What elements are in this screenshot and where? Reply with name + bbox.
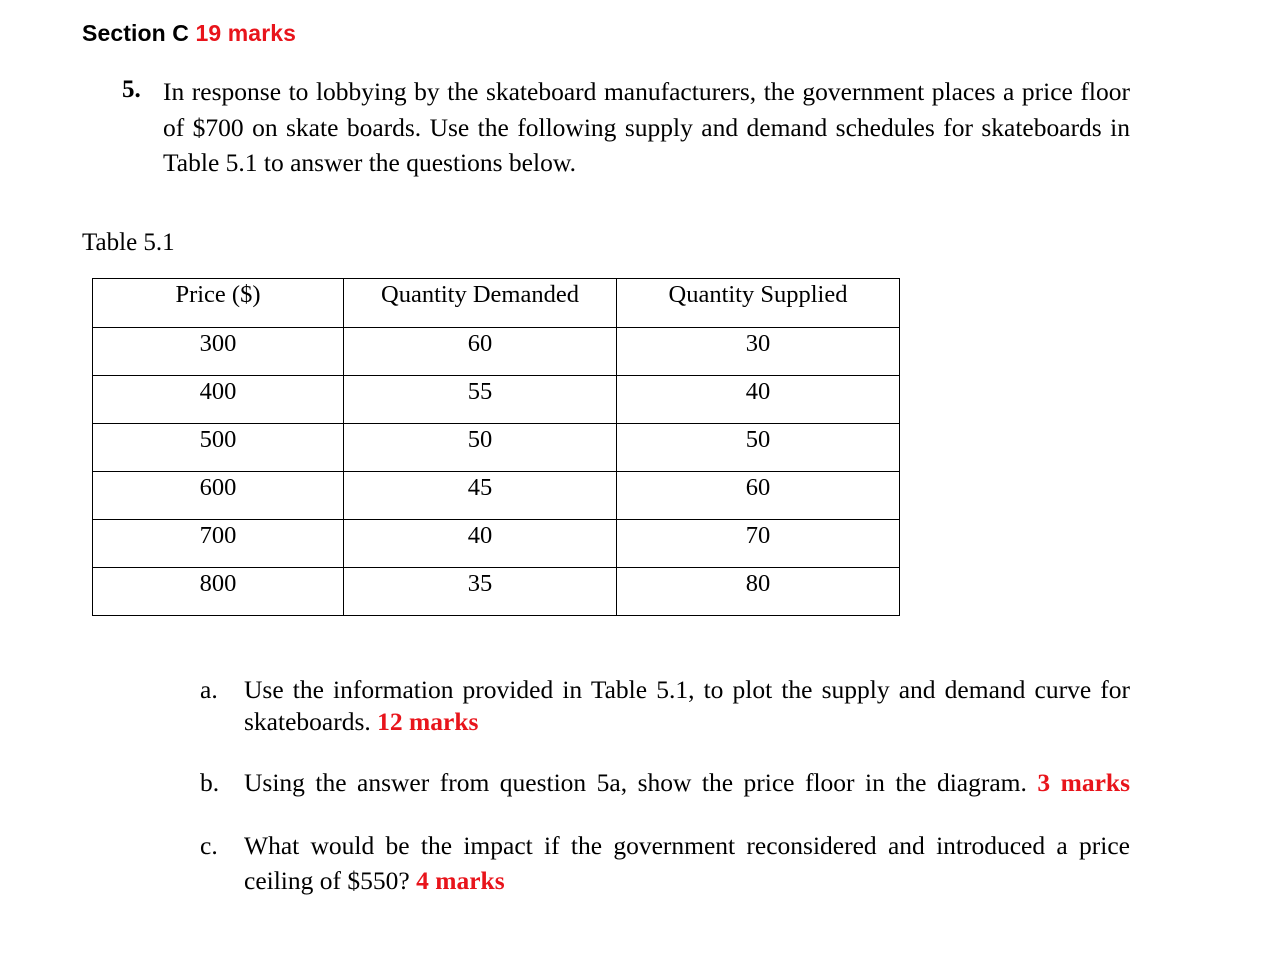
cell-price: 300 — [93, 328, 344, 376]
table-row — [93, 568, 900, 616]
section-marks: 19 marks — [195, 20, 297, 46]
subquestion-a — [200, 674, 1130, 738]
cell-quantity-supplied: 80 — [617, 568, 900, 616]
question-text: In response to lobbying by the skateboard manufacturers, the government places a price floor of $700 on skate boards. Use the following supply and demand schedules for skateboards in Table 5.1 to answer the questions below. — [163, 77, 1130, 177]
subquestion-c-body — [244, 828, 1130, 898]
subquestion-a-label: a. — [200, 675, 218, 704]
subquestion-a-marks: 12 marks — [377, 707, 479, 736]
section-heading — [82, 20, 296, 47]
subquestion-b — [200, 767, 1130, 799]
subquestion-b-text: Using the answer from question 5a, show the price floor in the diagram. — [244, 768, 1027, 797]
cell-quantity-supplied: 70 — [617, 520, 900, 568]
cell-price: 600 — [93, 472, 344, 520]
table-row — [93, 472, 900, 520]
cell-quantity-demanded: 55 — [344, 376, 617, 424]
table-row — [93, 424, 900, 472]
subquestion-c-text: What would be the impact if the government reconsidered and introduced a price ceiling of $550? — [244, 831, 1130, 895]
cell-quantity-supplied: 40 — [617, 376, 900, 424]
cell-quantity-demanded: 60 — [344, 328, 617, 376]
cell-price: 700 — [93, 520, 344, 568]
table-row — [93, 376, 900, 424]
cell-quantity-supplied: 60 — [617, 472, 900, 520]
cell-quantity-supplied: 50 — [617, 424, 900, 472]
table-row — [93, 520, 900, 568]
subquestion-a-body — [244, 674, 1130, 738]
subquestion-c-label: c. — [200, 831, 218, 860]
table-header-row — [93, 279, 900, 328]
header-price: Price ($) — [93, 279, 344, 328]
subquestion-c-marks: 4 marks — [416, 866, 505, 895]
subquestion-b-body — [244, 767, 1130, 799]
subquestion-c — [200, 828, 1130, 898]
table-row — [93, 328, 900, 376]
supply-demand-table — [92, 278, 900, 616]
table-caption: Table 5.1 — [82, 229, 175, 256]
cell-quantity-demanded: 50 — [344, 424, 617, 472]
cell-price: 800 — [93, 568, 344, 616]
header-quantity-demanded: Quantity Demanded — [344, 279, 617, 328]
subquestion-a-text: Use the information provided in Table 5.1, to plot the supply and demand curve for skateboards. — [244, 675, 1130, 736]
cell-quantity-demanded: 35 — [344, 568, 617, 616]
question-number: 5. — [122, 76, 141, 103]
cell-quantity-demanded: 45 — [344, 472, 617, 520]
cell-quantity-supplied: 30 — [617, 328, 900, 376]
cell-quantity-demanded: 40 — [344, 520, 617, 568]
subquestion-b-label: b. — [200, 768, 220, 797]
cell-price: 400 — [93, 376, 344, 424]
section-title: Section C — [82, 20, 189, 46]
header-quantity-supplied: Quantity Supplied — [617, 279, 900, 328]
subquestion-b-marks: 3 marks — [1037, 768, 1131, 797]
cell-price: 500 — [93, 424, 344, 472]
